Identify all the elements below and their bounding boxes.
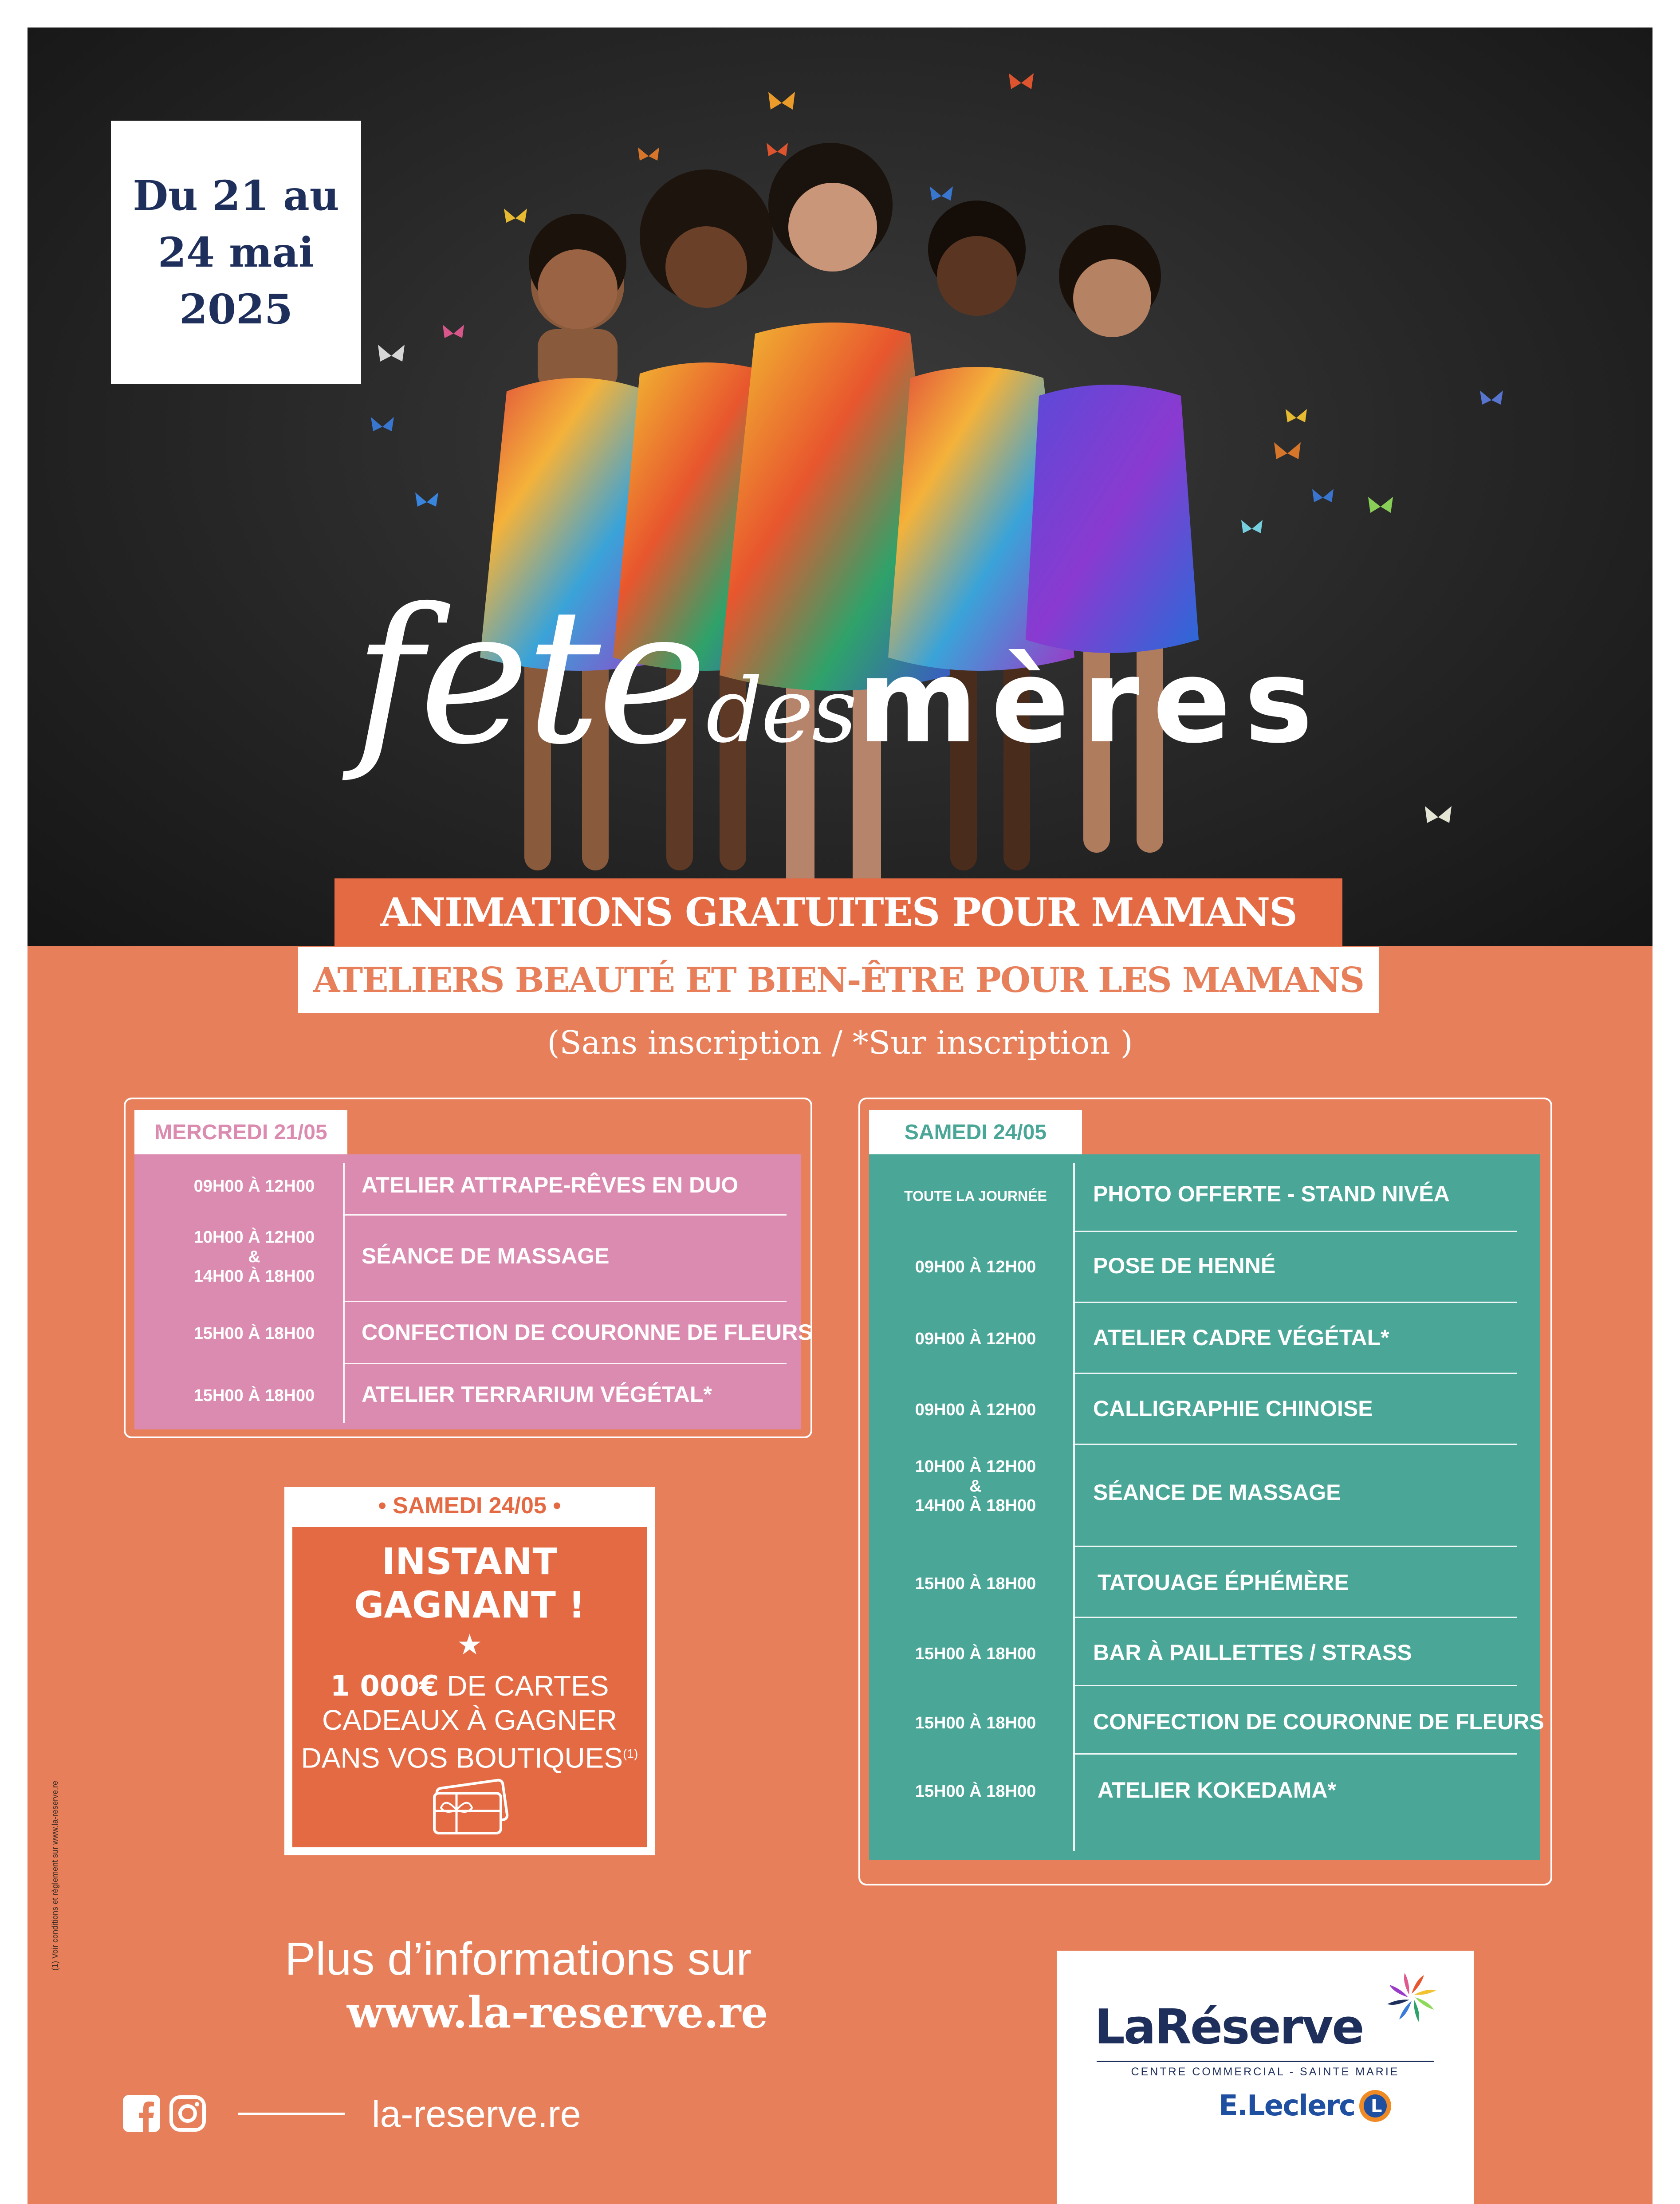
schedule-time: 09H00 À 12H00 [915,1401,1036,1419]
schedule-activity: ATELIER ATTRAPE-RÊVES EN DUO [362,1173,739,1197]
row-divider [343,1363,787,1364]
saturday-panel [858,1098,1552,1885]
banner-workshops: ATELIERS BEAUTÉ ET BIEN-ÊTRE POUR LES MAMANS [298,947,1379,1013]
partner-name: E.Leclerc [1219,2090,1355,2122]
title-word-meres: mères [857,635,1326,769]
schedule-activity: ATELIER CADRE VÉGÉTAL* [1093,1325,1389,1350]
facebook-icon[interactable] [123,2095,160,2132]
svg-text:L: L [1371,2096,1382,2117]
schedule-activity: CONFECTION DE COURONNE DE FLEURS [1093,1709,1544,1734]
row-divider [343,1301,787,1302]
registration-note: (Sans inscription / *Sur inscription ) [547,1024,1133,1061]
time-divider [343,1163,345,1423]
prize-amount: 1 000€ [330,1670,439,1703]
brand-name: LaRéserve [1094,1999,1363,2055]
schedule-time: 15H00 À 18H00 [915,1714,1036,1732]
prize-text-3: DANS VOS BOUTIQUES [301,1742,623,1774]
schedule-time: 09H00 À 12H00 [915,1330,1036,1348]
banner-free-activities: ANIMATIONS GRATUITES POUR MAMANS [334,878,1342,946]
schedule-activity: ATELIER KOKEDAMA* [1098,1778,1336,1803]
schedule-activity: ATELIER TERRARIUM VÉGÉTAL* [362,1382,712,1407]
schedule-time: 15H00 À 18H00 [193,1386,315,1405]
schedule-time: 15H00 À 18H00 [915,1574,1036,1593]
row-divider [1073,1302,1517,1303]
schedule-activity: SÉANCE DE MASSAGE [1093,1480,1341,1505]
schedule-time: 15H00 À 18H00 [915,1645,1036,1663]
row-divider [1073,1546,1517,1547]
schedule-time: 09H00 À 12H00 [193,1177,315,1196]
date-line-2: 24 mai [158,228,314,276]
website-link[interactable]: www.la-reserve.re [347,1988,768,2038]
contest-date: • SAMEDI 24/05 • [378,1493,561,1519]
site-handle[interactable]: la-reserve.re [372,2093,581,2135]
poster [28,28,1652,2204]
contest-title-line2: GAGNANT ! [354,1584,585,1626]
prize-text-2: CADEAUX À GAGNER [322,1704,618,1736]
instant-win-box [284,1487,655,1855]
row-divider [1073,1231,1517,1232]
hero-photo [28,28,1652,946]
info-line: Plus d’informations sur [285,1933,751,1985]
instant-win-panel [292,1527,647,1847]
row-divider [1073,1685,1517,1686]
contest-title-line1: INSTANT [382,1541,558,1583]
schedule-activity: TATOUAGE ÉPHÉMÈRE [1098,1570,1349,1595]
saturday-tab: SAMEDI 24/05 [869,1110,1082,1154]
date-line-1: Du 21 au [133,172,339,220]
date-line-3: 2025 [179,285,293,333]
time-divider [1073,1163,1075,1851]
row-divider [1073,1444,1517,1445]
title-word-fete: fete [354,569,704,786]
instagram-icon[interactable] [169,2095,206,2132]
event-title [28,569,1652,786]
handle-divider [238,2113,345,2115]
row-divider [1073,1373,1517,1374]
title-word-des: des [706,659,856,763]
schedule-activity: PHOTO OFFERTE - STAND NIVÉA [1093,1181,1450,1206]
schedule-time: 09H00 À 12H00 [915,1258,1036,1276]
footnote-mark: (1) [623,1747,638,1760]
legal-note: (1) Voir conditions et règlement sur www.la-reserve.re [51,1780,59,1971]
row-divider [1073,1753,1517,1755]
prize-text-1: DE CARTES [439,1670,609,1702]
schedule-time: TOUTE LA JOURNÉE [904,1188,1047,1204]
saturday-schedule [869,1154,1544,1860]
leclerc-icon [1357,2088,1393,2124]
contest-title [292,1540,647,1627]
schedule-time: 15H00 À 18H00 [915,1782,1036,1801]
schedule-time: 10H00 À 12H00 & 14H00 À 18H00 [915,1457,1036,1515]
schedule-activity: POSE DE HENNÉ [1093,1253,1276,1278]
schedule-activity: SÉANCE DE MASSAGE [362,1244,610,1268]
schedule-activity: BAR À PAILLETTES / STRASS [1093,1640,1412,1665]
schedule-time: 15H00 À 18H00 [193,1324,315,1343]
brand-tagline: CENTRE COMMERCIAL - SAINTE MARIE [1097,2061,1434,2078]
star-icon: ★ [456,1629,483,1661]
flower-logo-icon [1383,1968,1440,2026]
row-divider [343,1214,787,1216]
partner-logo [1219,2088,1393,2124]
brand-logo-box [1057,1951,1474,2204]
gift-card-icon [425,1775,514,1838]
wednesday-tab: MERCREDI 21/05 [134,1110,347,1154]
contest-prize [292,1669,647,1775]
schedule-activity: CALLIGRAPHIE CHINOISE [1093,1396,1373,1421]
wednesday-schedule [134,1154,813,1429]
schedule-time: 10H00 À 12H00 & 14H00 À 18H00 [193,1228,315,1286]
wednesday-panel [124,1098,812,1438]
event-date-box [111,121,361,384]
row-divider [1073,1617,1517,1618]
schedule-activity: CONFECTION DE COURONNE DE FLEURS [362,1320,813,1345]
